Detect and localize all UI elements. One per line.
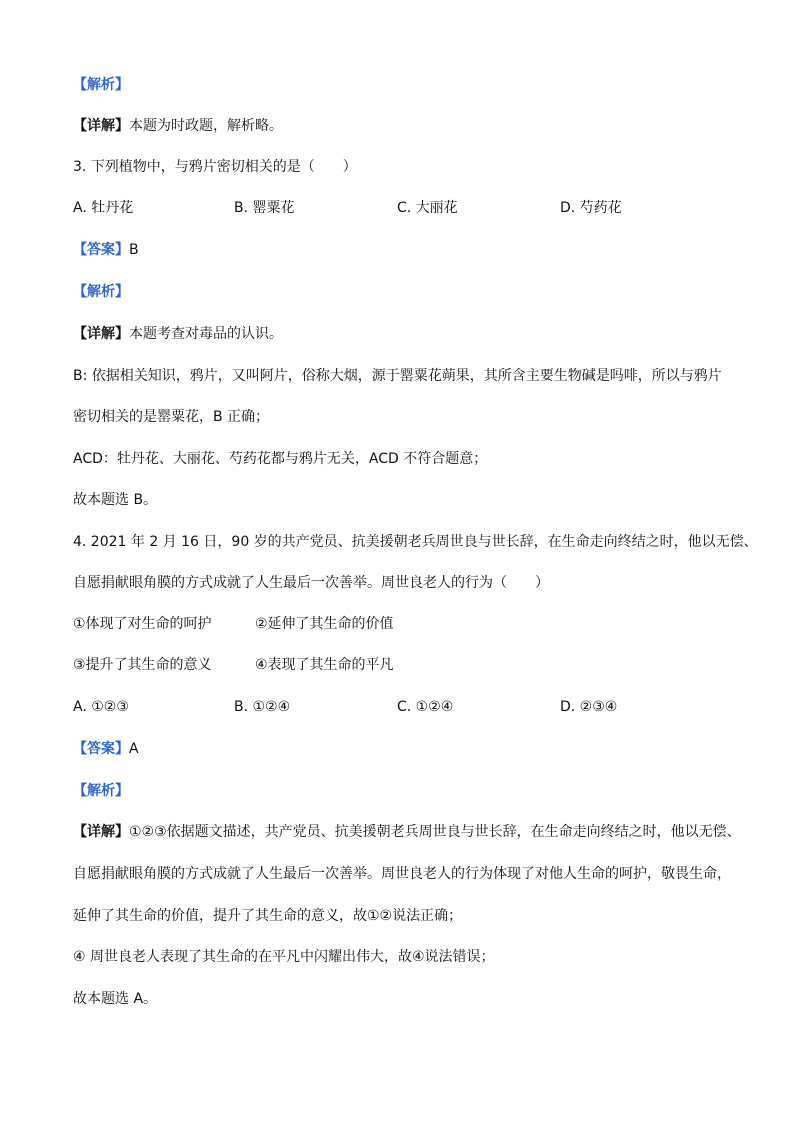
q4-statement-1: ①体现了对生命的呵护 <box>73 616 212 632</box>
detail-text: 本题为时政题，解析略。 <box>129 118 283 134</box>
answer-tag: 【答案】 <box>73 741 129 757</box>
q3-detail <box>73 324 733 344</box>
q3-option-b: B. 罂粟花 <box>234 200 295 216</box>
detail-tag: 【详解】 <box>73 326 129 342</box>
detail-line <box>73 116 733 136</box>
q3-explanation-line-3: ACD：牡丹花、大丽花、芍药花都与鸦片无关，ACD 不符合题意； <box>73 451 488 467</box>
q3-option-d: D. 芍药花 <box>560 200 622 216</box>
q3-answer <box>73 240 733 260</box>
q3-analysis-heading <box>73 282 733 302</box>
question-4-stem-line-1: 4. 2021 年 2 月 16 日，90 岁的共产党员、抗美援朝老兵周世良与世长辞，在生命走向终结之时，他以无偿、 <box>73 534 758 550</box>
q4-answer <box>73 739 733 759</box>
q4-detail-line-4: ④ 周世良老人表现了其生命的在平凡中闪耀出伟大，故④说法错误； <box>73 949 495 965</box>
q4-detail-line-3: 延伸了其生命的价值，提升了其生命的意义，故①②说法正确； <box>73 908 463 924</box>
q4-option-c: C. ①②④ <box>397 699 454 715</box>
analysis-tag: 【解析】 <box>73 284 129 300</box>
q3-explanation-line-2: 密切相关的是罂粟花，B 正确； <box>73 409 270 425</box>
analysis-tag: 【解析】 <box>73 77 129 93</box>
q4-analysis-heading <box>73 781 733 801</box>
q4-statement-3: ③提升了其生命的意义 <box>73 657 212 673</box>
question-4-stem-line-2: 自愿捐献眼角膜的方式成就了人生最后一次善举。周世良老人的行为（ ） <box>73 575 549 591</box>
q4-detail-line-1 <box>73 822 741 842</box>
q4-option-d: D. ②③④ <box>560 699 618 715</box>
answer-value: B <box>129 242 139 258</box>
detail-tag: 【详解】 <box>73 118 129 134</box>
q4-statement-2: ②延伸了其生命的价值 <box>255 616 394 632</box>
q4-detail-line-2: 自愿捐献眼角膜的方式成就了人生最后一次善举。周世良老人的行为体现了对他人生命的呵护，敬畏生命， <box>73 866 731 882</box>
analysis-tag: 【解析】 <box>73 783 129 799</box>
q4-statement-4: ④表现了其生命的平凡 <box>255 657 394 673</box>
question-3-stem: 3. 下列植物中，与鸦片密切相关的是（ ） <box>73 159 357 175</box>
detail-tag: 【详解】 <box>73 824 129 840</box>
analysis-heading <box>73 75 733 95</box>
detail-text: ①②③依据题文描述，共产党员、抗美援朝老兵周世良与世长辞，在生命走向终结之时，他以无偿、 <box>129 824 741 840</box>
q4-option-a: A. ①②③ <box>73 699 129 715</box>
q4-detail-line-5: 故本题选 A。 <box>73 991 158 1007</box>
q3-explanation-line-1: B: 依据相关知识，鸦片，又叫阿片，俗称大烟，源于罂粟花蒴果，其所含主要生物碱是吗啡，所以与鸦片 <box>73 368 722 384</box>
answer-value: A <box>129 741 139 757</box>
q3-option-a: A. 牡丹花 <box>73 200 134 216</box>
answer-tag: 【答案】 <box>73 242 129 258</box>
q4-option-b: B. ①②④ <box>234 699 291 715</box>
q3-explanation-line-4: 故本题选 B。 <box>73 492 158 508</box>
detail-text: 本题考查对毒品的认识。 <box>129 326 283 342</box>
q3-option-c: C. 大丽花 <box>397 200 458 216</box>
